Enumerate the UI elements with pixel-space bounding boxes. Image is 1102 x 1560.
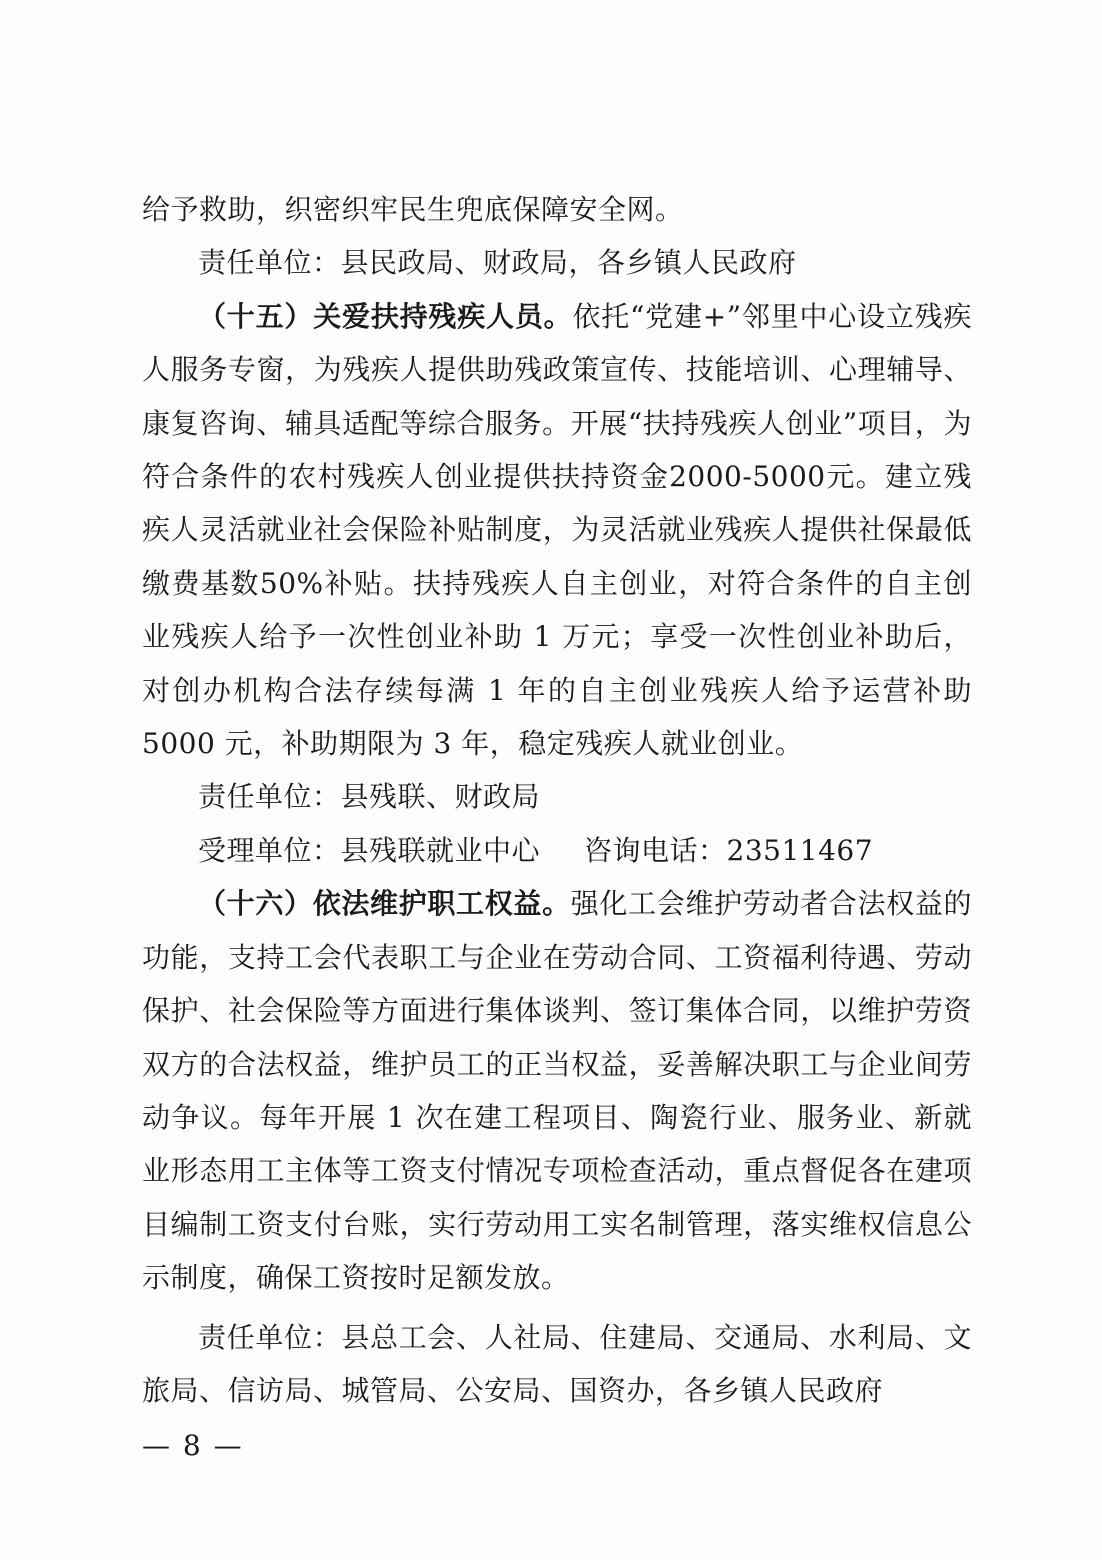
contact-phone: 咨询电话：23511467 [584,833,874,867]
responsibility-line [142,236,972,289]
document-body [142,183,972,1417]
paragraph-text: 责任单位：县总工会、人社局、住建局、交通局、水利局、文旅局、信访局、城管局、公安局、国资办，各乡镇人民政府 [142,1320,972,1407]
section-heading: （十六）依法维护职工权益。 [198,887,571,921]
paragraph-text: 给予救助，织密织牢民生兜底保障安全网。 [142,193,684,226]
paragraph-text: 责任单位：县民政局、财政局，各乡镇人民政府 [198,246,797,280]
acceptance-unit: 受理单位：县残联就业中心 [198,833,541,867]
section-16 [142,877,972,1304]
responsibility-line [142,1311,972,1418]
section-heading: （十五）关爱扶持残疾人员。 [198,299,573,333]
paragraph-text: 依托“党建+”邻里中心设立残疾人服务专窗，为残疾人提供助残政策宣传、技能培训、心理辅导、康复咨询、辅具适配等综合服务。开展“扶持残疾人创业”项目，为符合条件的农村残疾人创业提供扶持资金2000-5000元。建立残疾人灵活就业社会保险补贴制度，为灵活就业残疾人提供社保最低缴费基数50%补贴。扶持残疾人自主创业，对符合条件的自主创业残疾人给予一次性创业补助 1 万元；享受一次性创业补助后，对创办机构合法存续每满 1 年的自主创业残疾人给予运营补助 5000 元，补助期限为 3 年，稳定残疾人就业创业。 [142,299,972,761]
responsibility-line [142,770,972,823]
page-number: — 8 — [142,1429,244,1462]
paragraph-text: 强化工会维护劳动者合法权益的功能，支持工会代表职工与企业在劳动合同、工资福利待遇、劳动保护、社会保险等方面进行集体谈判、签订集体合同，以维护劳资双方的合法权益，维护员工的正当权益，妥善解决职工与企业间劳动争议。每年开展 1 次在建工程项目、陶瓷行业、服务业、新就业形态用工主体等工资支付情况专项检查活动，重点督促各在建项目编制工资支付台账，实行劳动用工实名制管理，落实维权信息公示制度，确保工资按时足额发放。 [142,887,972,1295]
acceptance-line [142,824,972,877]
section-15 [142,290,972,771]
paragraph-continuation [142,183,972,236]
paragraph-text: 责任单位：县残联、财政局 [198,780,541,814]
